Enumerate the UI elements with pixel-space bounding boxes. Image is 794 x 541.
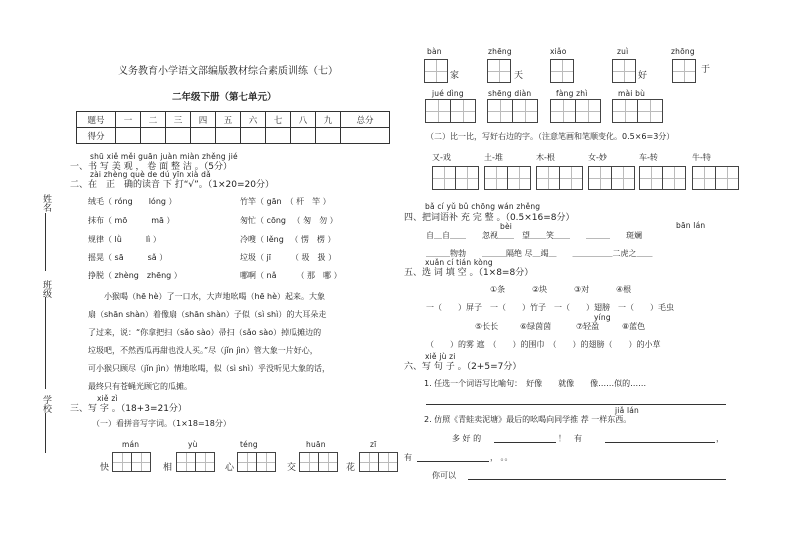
writing-box[interactable] <box>559 166 583 190</box>
writing-box[interactable] <box>318 452 338 472</box>
q6-heading: 六、写 句 子 。（2+5=7分） <box>404 362 522 372</box>
score-header-cell: 八 <box>291 112 316 128</box>
q2-item: 挣脱（ zhèng zhēng ） <box>88 271 182 280</box>
q6-line-f: 你可以 <box>432 471 456 480</box>
q3-right-pinyin: zhōng <box>671 47 695 56</box>
side-line <box>45 213 46 271</box>
q4-line1-pinyin: bèi <box>500 222 513 231</box>
writing-box[interactable] <box>432 166 456 190</box>
q3-word-pinyin: zī <box>370 440 377 449</box>
side-line <box>45 413 46 453</box>
q5-option: ①条 <box>490 285 506 294</box>
writing-box[interactable] <box>176 452 196 472</box>
score-cell[interactable] <box>141 128 166 144</box>
writing-box[interactable] <box>550 59 574 83</box>
score-cell[interactable] <box>241 128 266 144</box>
side-line <box>45 297 46 389</box>
writing-box[interactable] <box>639 166 663 190</box>
writing-box[interactable] <box>195 452 215 472</box>
q5-option: ④根 <box>616 285 632 294</box>
q1-pinyin: shū xiě měi guān juàn miàn zhěng jié <box>90 152 238 161</box>
score-cell[interactable] <box>191 128 216 144</box>
compare-pair: 木-根 <box>536 153 555 162</box>
writing-box[interactable] <box>672 59 696 83</box>
q6-line-d: 有 <box>404 453 412 462</box>
q2-heading: 二、在 正 确的读音 下 打“√”。（1×20=20分） <box>70 180 274 190</box>
score-cell[interactable] <box>216 128 241 144</box>
q3-pinyin: xiě zì <box>97 394 118 403</box>
q2-passage-line: 小猴喝（hē hè）了一口水，大声地吆喝（hē hè）起来。大象 <box>104 292 326 301</box>
q6-line-e: ， 。。 <box>490 453 513 462</box>
score-table-header-row <box>77 112 390 128</box>
score-header-cell: 七 <box>266 112 291 128</box>
q3-right-char: 天 <box>514 71 524 81</box>
writing-box[interactable] <box>424 59 448 83</box>
grade-subtitle: 二年级下册（第七单元） <box>172 92 277 103</box>
answer-line[interactable] <box>426 404 726 405</box>
writing-box[interactable] <box>612 59 636 83</box>
q6-line-c: ， <box>716 434 724 443</box>
answer-line[interactable] <box>417 461 489 462</box>
score-row-label: 得分 <box>77 128 116 144</box>
score-cell[interactable] <box>116 128 141 144</box>
q5-option: ⑦轻盈 <box>576 322 600 331</box>
writing-box[interactable] <box>484 166 508 190</box>
score-cell[interactable] <box>166 128 191 144</box>
writing-box[interactable] <box>662 166 686 190</box>
q2-item: 冷嗖（ lěng （ 愣 楞 ） <box>240 235 336 244</box>
side-label-school: 学校 <box>41 395 51 413</box>
q6-item2: 2. 仿照《青蛙卖泥塘》最后的吆喝向同学推 荐 一样东西。 <box>424 415 632 424</box>
q3-right-row2-pinyin: jué dìng <box>432 89 464 98</box>
q3-word-pinyin: yù <box>188 440 198 449</box>
q5-option: ⑤长长 <box>475 322 499 331</box>
q3-right-row2-pinyin: shēng diàn <box>488 89 532 98</box>
writing-box[interactable] <box>715 166 739 190</box>
writing-box[interactable] <box>378 452 398 472</box>
writing-box[interactable] <box>612 99 638 123</box>
compare-pair: 牛-特 <box>692 153 711 162</box>
writing-box[interactable] <box>575 99 601 123</box>
score-header-cell: 四 <box>191 112 216 128</box>
score-header-cell: 题号 <box>77 112 116 128</box>
q6-line-a: 多 好 的 <box>452 434 482 443</box>
q6-line-b: ！ 有 <box>558 434 582 443</box>
score-cell[interactable] <box>316 128 341 144</box>
q5-option: ②块 <box>532 285 548 294</box>
q3-right-row2-pinyin: mài bù <box>618 89 646 98</box>
score-header-cell: 五 <box>216 112 241 128</box>
q3-word-char: 花 <box>346 463 356 473</box>
answer-line[interactable] <box>494 442 556 443</box>
writing-box[interactable] <box>131 452 151 472</box>
score-header-cell: 二 <box>141 112 166 128</box>
writing-box[interactable] <box>611 166 635 190</box>
writing-box[interactable] <box>588 166 612 190</box>
q5-pinyin: xuǎn cí tián kòng <box>425 258 493 267</box>
score-table-score-row <box>77 128 390 144</box>
q3-right-char: 好 <box>638 71 648 81</box>
score-cell[interactable] <box>266 128 291 144</box>
q3-sub1: （一）看拼音写字词。（1×18=18分） <box>92 419 231 428</box>
score-header-cell: 三 <box>166 112 191 128</box>
writing-box[interactable] <box>512 99 538 123</box>
q2-passage-line: 了过来，说：“你拿把扫（sǎo sào）帚扫（sǎo sào）掉瓜摊边的 <box>88 328 322 337</box>
score-table <box>76 111 390 144</box>
q2-item: 抹布（ mō mā ） <box>88 216 175 225</box>
q6-item1: 1. 任选一个词语写比喻句： 好像 就像 像……似的…… <box>424 379 647 388</box>
score-header-cell: 一 <box>116 112 141 128</box>
writing-box[interactable] <box>299 452 319 472</box>
side-label-name: 姓名 <box>41 194 51 212</box>
q2-item: 竹竿（ gān （ 杆 竿 ） <box>240 197 331 206</box>
writing-box[interactable] <box>112 452 132 472</box>
compare-pair: 车-转 <box>639 153 658 162</box>
answer-line[interactable] <box>468 479 726 480</box>
writing-box[interactable] <box>637 99 663 123</box>
q2-passage-line: 可小猴只顾尽（jǐn jìn）情地吆喝，似（sì shì）乎没听见大象的话， <box>88 364 330 373</box>
score-header-cell: 六 <box>241 112 266 128</box>
score-header-cell: 总分 <box>341 112 390 128</box>
q4-pinyin: bǎ cí yǔ bǔ chōng wán zhěng <box>425 202 541 211</box>
q5-options2-pinyin: yíng <box>594 313 611 322</box>
q2-item: 垃圾（ jī （ 圾 扱 ） <box>240 253 337 262</box>
score-cell[interactable] <box>341 128 390 144</box>
q2-item: 规律（ lǜ lì ） <box>88 235 161 244</box>
q4-heading: 四、把词语补 充 完 整 。（0.5×16=8分） <box>404 213 575 223</box>
compare-pair: 又-戏 <box>432 153 451 162</box>
compare-pair: 女-妙 <box>588 153 607 162</box>
writing-box[interactable] <box>536 166 560 190</box>
q3-heading: 三、写 字 。（18+3=21分） <box>70 404 187 414</box>
writing-box[interactable] <box>487 59 511 83</box>
q3-word-char: 交 <box>287 463 297 473</box>
q4-line1-pinyin2: bān lán <box>676 221 706 230</box>
q6-item2-pinyin: jiǎ lán <box>615 406 639 415</box>
compare-pair: 土-堆 <box>484 153 503 162</box>
q5-option: ⑥绿茵茵 <box>520 322 552 331</box>
q3-right-pinyin: xiǎo <box>550 47 567 56</box>
writing-box[interactable] <box>692 166 716 190</box>
q3-right-pinyin: bàn <box>427 47 442 56</box>
q5-option: ③对 <box>574 285 590 294</box>
q5-heading: 五、选 词 填 空 。（1×8=8分） <box>404 268 534 278</box>
q3-right-pinyin: zuì <box>617 47 629 56</box>
q3-right-row2-pinyin: fàng zhì <box>556 89 588 98</box>
q2-item: 摇晃（ sā sǎ ） <box>88 253 168 262</box>
q3-word-char: 快 <box>100 463 110 473</box>
side-label-class: 班级 <box>41 280 51 298</box>
writing-box[interactable] <box>550 99 576 123</box>
q5-option: ⑧蓝色 <box>622 322 646 331</box>
writing-box[interactable] <box>425 99 451 123</box>
score-cell[interactable] <box>291 128 316 144</box>
q3-right-char: 于 <box>701 65 711 75</box>
writing-box[interactable] <box>237 452 257 472</box>
q3-word-char: 心 <box>225 463 235 473</box>
writing-box[interactable] <box>450 99 476 123</box>
writing-box[interactable] <box>507 166 531 190</box>
q3-word-pinyin: téng <box>240 440 258 449</box>
writing-box[interactable] <box>256 452 276 472</box>
score-header-cell: 九 <box>316 112 341 128</box>
q2-item: 匆忙（ cōng （ 匆 勿 ） <box>240 216 338 225</box>
q3-word-char: 相 <box>163 463 173 473</box>
writing-box[interactable] <box>455 166 479 190</box>
answer-line[interactable] <box>605 442 715 443</box>
q2-passage-line: 最终只有苍蝇光顾它的瓜摊。 <box>88 382 192 391</box>
q1-heading: 一、书 写 美 观 ， 卷 面 整 洁 。（5分） <box>70 162 232 172</box>
q3-word-pinyin: mán <box>122 440 140 449</box>
q2-passage-line: 扇（shān shàn）着像扇（shān shàn）子似（sì shì）的大耳朵走 <box>88 310 327 319</box>
q3-right-char: 家 <box>450 71 460 81</box>
q3-sub2: （二）比一比，写好右边的字。（注意笔画和笔顺变化。0.5×6=3分） <box>426 132 675 141</box>
writing-box[interactable] <box>359 452 379 472</box>
paper-title: 义务教育小学语文部编版教材综合素质训练（七） <box>118 66 338 77</box>
q3-right-pinyin: zhēng <box>488 47 512 56</box>
q2-passage-line: 垃圾吧，不然西瓜再甜也没人买。”尽（jǐn jìn）管大象一片好心， <box>88 346 318 355</box>
q4-line2: ＿＿＿物勃 ＿＿＿隔绝 尽＿竭＿ ＿＿＿＿＿二虎之＿＿ <box>426 249 653 258</box>
q2-pinyin: zài zhèng què de dú yīn xià dǎ <box>90 170 211 179</box>
q5-line1: 一（ ）屏子 一（ ）竹子 一（ ）翅膀 一（ ）毛虫 <box>426 303 674 312</box>
writing-box[interactable] <box>487 99 513 123</box>
q5-line2: （ ）的雾 遮 （ ）的围巾 （ ）的翅膀（ ）的小草 <box>426 340 661 349</box>
q2-item: 哪啊（ nǎ （ 那 哪 ） <box>240 271 342 280</box>
q4-line1: 自＿自＿＿ 忽视＿＿ 望＿＿笑＿＿ ＿＿＿ 斑斓 <box>426 231 642 240</box>
q2-item: 绒毛（ róng lóng ） <box>88 197 177 206</box>
q3-word-pinyin: huān <box>306 440 326 449</box>
q6-pinyin: xiě jù zi <box>425 352 456 361</box>
